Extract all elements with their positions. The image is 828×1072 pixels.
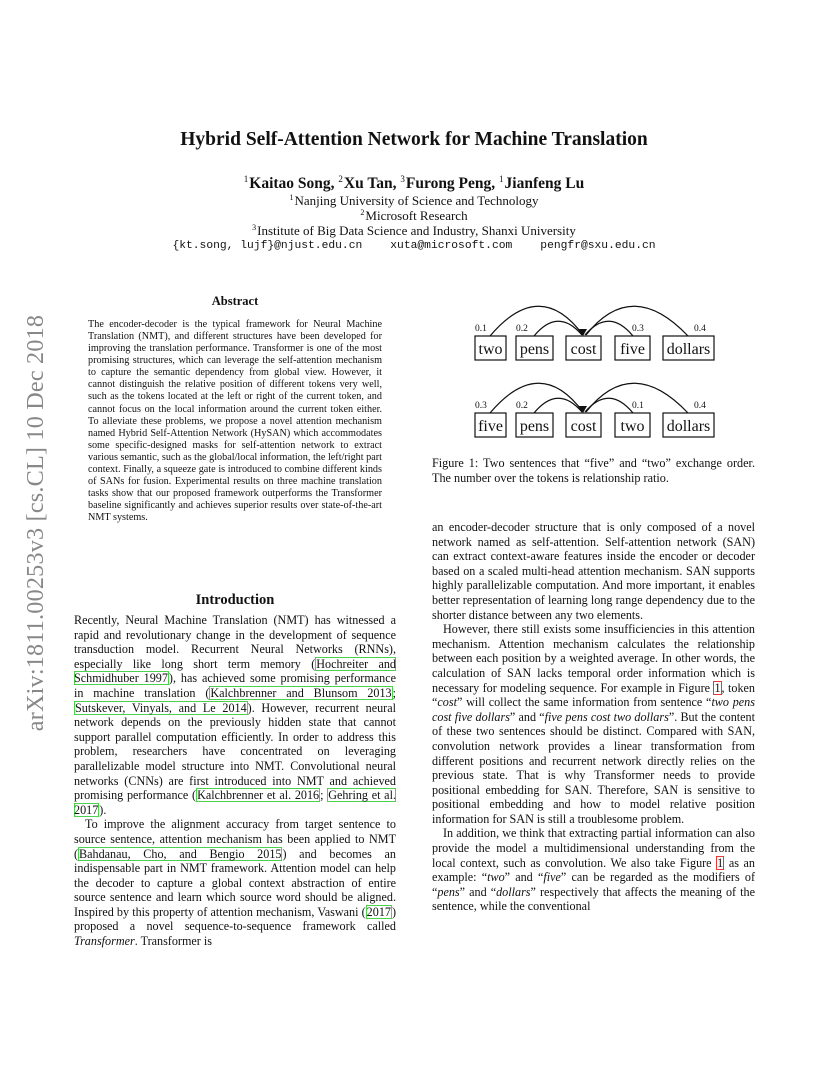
author-name: Furong Peng,: [405, 175, 500, 192]
citation-link[interactable]: Kalchbrenner and Blunsom 2013: [210, 685, 392, 700]
text-run: However, there still exists some insufficiencies in this attention mechanism. Attention mechanism calculates the relationship between each position by a weighted average. In other words, the calculation of SAN lacks temporal order information which is necessary for modeling sequence. For example in Figure: [432, 622, 755, 695]
ratio-label: 0.3: [632, 324, 644, 334]
emphasis: five: [543, 870, 561, 885]
affiliation-sup: 2: [360, 208, 365, 217]
arxiv-id: arXiv:1811.00253v3 [cs.CL] 10 Dec 2018: [22, 314, 49, 732]
citation-link[interactable]: 2017: [366, 904, 391, 919]
right-column-text: [432, 520, 755, 914]
citation-link[interactable]: Hochreiter and Schmidhuber 1997: [74, 656, 396, 686]
token: cost: [570, 341, 597, 358]
email: pengfr@sxu.edu.cn: [540, 240, 656, 252]
emphasis: five pens cost two dollars: [544, 709, 669, 724]
affiliation-text: Institute of Big Data Science and Industry, Shanxi University: [257, 223, 576, 238]
text-run: ), has achieved some promising performance in machine translation (: [74, 671, 396, 700]
affiliation-text: Nanjing University of Science and Technology: [294, 193, 539, 208]
ratio-label: 0.1: [475, 324, 487, 334]
ratio-label: 0.1: [632, 401, 644, 411]
citation-link[interactable]: Gehring et al. 2017: [74, 788, 396, 817]
text-run: ).: [99, 802, 107, 817]
paper-title: Hybrid Self-Attention Network for Machine Translation: [180, 129, 648, 150]
ratio-label: 0.3: [475, 401, 487, 411]
arxiv-stamp: [16, 290, 56, 756]
intro-paragraph-2: [74, 817, 396, 948]
emphasis: cost: [437, 695, 457, 710]
text-run: ) proposed a novel sequence-to-sequence framework called: [74, 904, 396, 934]
emphasis: two: [487, 870, 505, 885]
text-run: ” and “: [504, 870, 544, 885]
author-name: Jianfeng Lu: [504, 175, 585, 192]
affiliation-text: Microsoft Research: [365, 208, 468, 223]
text-run: , token “: [432, 680, 756, 710]
text-run: ). However, recurrent neural network depends on the previously hidden state that cannot support parallel computation efficiently. In order to address this problem, researchers have concentrated on leveraging parallelizable model structure into NMT. Convolutional neural networks (CNNs) are first introduced into NMT and achieved promising performance (: [74, 700, 396, 803]
text-run: To improve the alignment accuracy from target sentence to source sentence, attention mechanism has been applied to NMT (: [74, 817, 396, 861]
author-sup: 2: [338, 174, 343, 184]
right-paragraph-1: an encoder-decoder structure that is only composed of a novel network named as self-attention. Self-attention network (SAN) can extract context-aware features inside the encoder or decoder based on a scaled multi-head attention mechanism. SAN supports highly parallelizable computation. And more important, it enables better representation of learning long range dependency due to the shorter distance between any two elements.: [432, 520, 755, 622]
token: dollars: [666, 341, 711, 358]
author-name: Xu Tan,: [343, 175, 401, 192]
citation-link[interactable]: Bahdanau, Cho, and Bengio 2015: [79, 846, 282, 861]
text-run: ” can be regarded as the modifiers of “: [432, 870, 755, 899]
text-run: ” and “: [509, 709, 545, 724]
affiliation-sup: 1: [289, 193, 294, 202]
token: pens: [519, 341, 550, 358]
right-paragraph-3: [432, 826, 755, 914]
attention-arc: [490, 383, 583, 413]
ratio-label: 0.2: [516, 401, 528, 411]
author-list: [0, 174, 828, 193]
text-run: ;: [392, 685, 397, 700]
attention-arc: [534, 321, 582, 336]
email-line: [0, 240, 828, 252]
emphasis: two pens cost five dollars: [432, 695, 755, 724]
ratio-label: 0.4: [694, 401, 706, 411]
figure-1-caption: Figure 1: Two sentences that “five” and “two” exchange order. The number over the tokens is relationship ratio.: [432, 456, 755, 486]
affiliation: [0, 193, 828, 209]
citation-link[interactable]: Kalchbrenner et al. 2016: [197, 788, 320, 803]
token: pens: [519, 418, 550, 435]
citation-link[interactable]: Sutskever, Vinyals, and Le 2014: [75, 700, 247, 715]
ratio-label: 0.4: [694, 324, 706, 334]
text-run: ;: [320, 788, 328, 803]
abstract-body: The encoder-decoder is the typical framework for Neural Machine Translation (NMT), and different structures have been developed for improving the translation performance. Transformer is one of the most promising structures, which can leverage the self-attention mechanism to capture the semantic dependency from global view. However, it cannot distinguish the relative position of different tokens very well, such as the tokens located at the left or right of the current token, and cannot focus on the local information around the current token either. To alleviate these problems, we propose a novel attention mechanism named Hybrid Self-Attention Network (HySAN) which accommodates some specific-designed masks for self-attention network to extract various semantic, such as the global/local information, the left/right part context. Finally, a squeeze gate is introduced to combine different kinds of SANs for fusion. Experimental results on three machine translation tasks show that our proposed framework outperforms the Transformer baseline significantly and achieves superior results over state-of-the-art NMT systems.: [88, 319, 382, 524]
ratio-label: 0.2: [516, 324, 528, 334]
affiliation: [0, 223, 828, 239]
author-name: Kaitao Song,: [249, 175, 339, 192]
text-run: In addition, we think that extracting partial information can also provide the model a multidimensional understanding from the local context, such as convolution. We also take Figure: [432, 826, 755, 870]
email: xuta@microsoft.com: [390, 240, 513, 252]
token: five: [620, 341, 645, 358]
text-run: ” will collect the same information from sentence “: [456, 695, 712, 710]
email: {kt.song, lujf}@njust.edu.cn: [172, 240, 363, 252]
text-run: ) and becomes an indispensable part in NMT framework. Attention model can help the decoder to capture a global context abstraction of entire source sentence and learn which source word should be aligned. Inspired by this property of attention mechanism, Vaswani (: [74, 846, 396, 919]
text-run: ” and “: [459, 884, 497, 899]
emphasis: Transformer: [74, 934, 135, 949]
affiliation: [0, 208, 828, 224]
text-run: ” respectively that affects the meaning of the sentence, while the conventional: [432, 884, 755, 914]
right-paragraph-2: [432, 622, 755, 826]
attention-arc: [490, 306, 583, 336]
emphasis: pens: [437, 884, 460, 899]
intro-paragraph-1: [74, 613, 396, 817]
text-run: Recently, Neural Machine Translation (NMT) has witnessed a rapid and revolutionary change in the development of sequence transduction model. Recurrent Neural Networks (RNNs), especially like long short term memory (: [74, 613, 396, 671]
figure-ref-link[interactable]: 1: [717, 855, 724, 870]
text-run: ”. But the content of these two sentences should be distinct. Compared with SAN, convolution network provides a linear transformation from different positions and recurrent network directly relies on the previous state. That is why Transformer needs to provide positional embedding for SAN. Therefore, SAN is sensitive to positional embedding and how to model relative position information for SAN is still a troublesome problem.: [432, 709, 755, 826]
introduction-heading: Introduction: [195, 592, 275, 608]
token: two: [620, 418, 645, 435]
emphasis: dollars: [496, 884, 531, 899]
attention-arc: [534, 398, 582, 413]
author-sup: 1: [499, 174, 504, 184]
figure-ref-link[interactable]: 1: [714, 680, 721, 695]
author-sup: 1: [243, 174, 249, 184]
token: cost: [570, 418, 597, 435]
figure-1: [470, 289, 720, 439]
abstract-heading: Abstract: [211, 294, 259, 308]
text-run: . Transformer is: [134, 934, 212, 949]
text-run: as an example: “: [432, 855, 755, 885]
token: dollars: [666, 418, 711, 435]
author-sup: 3: [400, 174, 405, 184]
token: five: [478, 418, 503, 435]
left-column-text: [74, 613, 396, 949]
token: two: [478, 341, 503, 358]
affiliation-sup: 3: [252, 223, 257, 232]
